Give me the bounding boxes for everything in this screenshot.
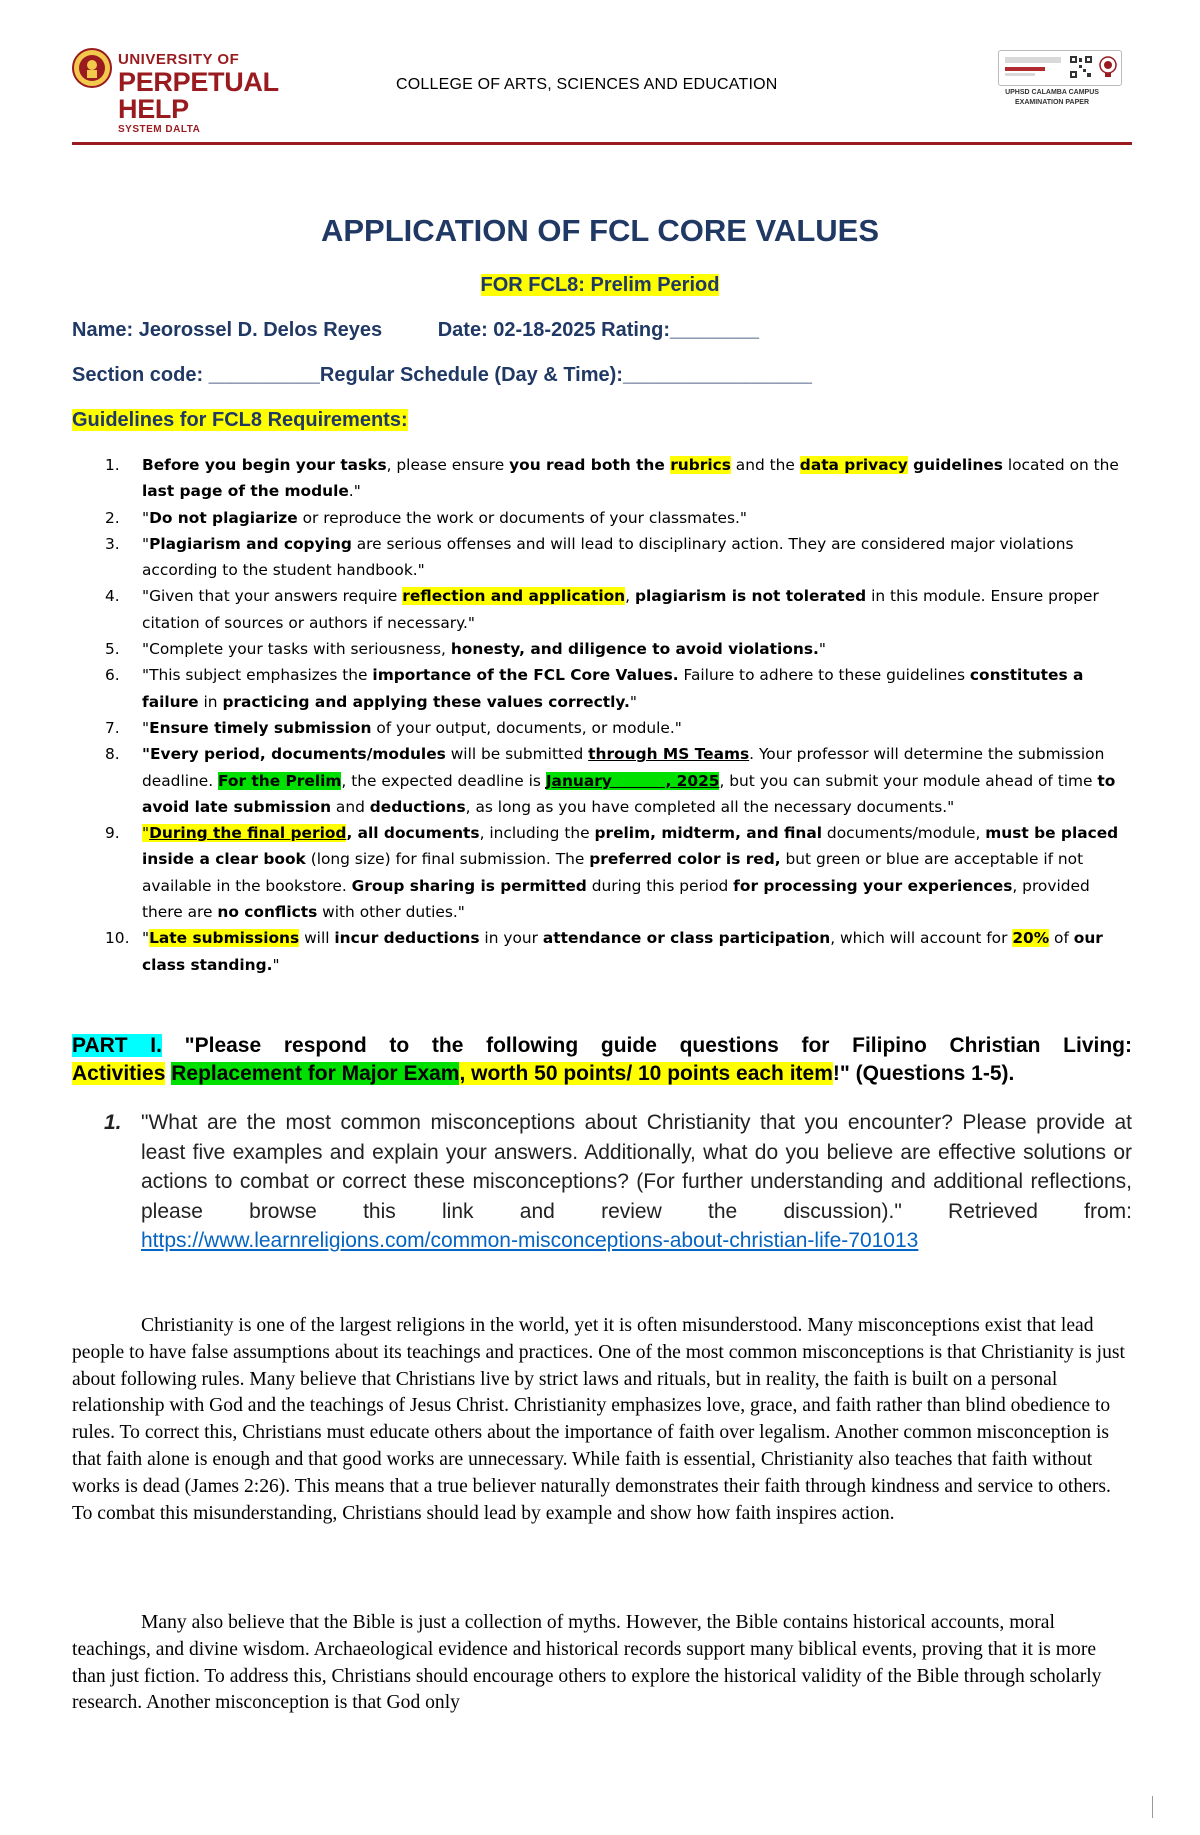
page-edge-marker <box>1152 1796 1153 1818</box>
reference-link[interactable]: https://www.learnreligions.com/common-misconceptions-about-christian-life-701013 <box>141 1229 919 1252</box>
guideline-item <box>72 583 1132 636</box>
guideline-text: for processing your experiences <box>733 876 1013 895</box>
guideline-text: " <box>272 955 280 974</box>
guideline-text: in <box>198 692 223 711</box>
guideline-text: , as long as you have completed all the necessary documents." <box>465 797 955 816</box>
question-text: "What are the most common misconceptions about Christianity that you encounter? Please provide at least five examples and explain your answers. Additionally, what do you believe are effective solutions or actions to combat or correct these misconceptions? (For further understanding and additional reflections, please browse this link and review the discussion)." Retrieved from: <box>141 1111 1132 1223</box>
certification-mark-icon <box>1003 55 1063 79</box>
guideline-text: prelim, midterm, and final <box>594 824 823 843</box>
guideline-text: and the <box>730 456 800 474</box>
guideline-number: 7. <box>105 718 120 737</box>
guideline-text: plagiarism is not tolerated <box>634 587 867 606</box>
guideline-highlight: January , 2025 <box>545 771 720 790</box>
guideline-text: Ensure timely submission <box>149 718 372 737</box>
part-1-activities: Activities <box>72 1062 166 1085</box>
guideline-text: , the expected deadline is <box>341 771 546 790</box>
guideline-highlight: " <box>142 824 150 843</box>
guideline-text: you read both the <box>509 456 671 474</box>
guideline-number: 5. <box>105 640 120 659</box>
guideline-text: in your <box>479 929 543 948</box>
guideline-text: "This subject emphasizes the <box>142 666 373 685</box>
guideline-text: Before you begin your tasks <box>142 456 387 474</box>
logo-line-3: SYSTEM DALTA <box>118 124 201 135</box>
guideline-text: last page of the module <box>142 482 349 501</box>
guideline-number: 10. <box>105 929 130 948</box>
guideline-number: 6. <box>105 666 120 685</box>
guideline-text: located on the <box>1002 456 1119 474</box>
guideline-text: must be placed inside a clear book <box>142 824 1119 869</box>
guideline-text: through MS Teams <box>588 745 750 764</box>
guideline-text: honesty, and diligence to avoid violations. <box>450 640 819 659</box>
guideline-text: , which will account for <box>830 929 1013 948</box>
guideline-text: incur deductions <box>334 929 480 948</box>
guideline-text: are serious offenses and will lead to disciplinary action. They are considered major violations according to the student handbook." <box>142 534 1074 580</box>
guideline-text: "Given that your answers require <box>142 587 403 606</box>
guideline-text: and <box>331 797 370 816</box>
guideline-text: , provided there are <box>142 876 1090 922</box>
guidelines-heading <box>72 409 408 432</box>
guideline-text: no conflicts <box>217 903 318 922</box>
guideline-text: " <box>629 692 637 711</box>
college-name: COLLEGE OF ARTS, SCIENCES AND EDUCATION <box>396 76 778 93</box>
part-1-points: , worth 50 points/ 10 points each item <box>459 1062 833 1085</box>
guideline-item <box>72 715 1132 741</box>
guideline-text: "Complete your tasks with seriousness, <box>142 640 451 659</box>
guideline-text: constitutes a failure <box>142 666 1084 711</box>
guideline-text: " <box>142 508 150 527</box>
part-1-text: "Please respond to the following guide questions for Filipino Christian Living: <box>161 1034 1132 1057</box>
guideline-text: Failure to adhere to these guidelines <box>678 666 970 685</box>
guideline-text: of your output, documents, or module." <box>371 718 682 737</box>
guideline-text: Group sharing is permitted <box>351 876 587 895</box>
guideline-text: to avoid late submission <box>142 771 1116 816</box>
guideline-item <box>72 925 1132 978</box>
guideline-text: our class standing. <box>142 929 1103 974</box>
guideline-text: ." <box>348 482 361 501</box>
guideline-number: 8. <box>105 745 120 764</box>
guideline-text: " <box>142 718 150 737</box>
part-1-questions: !" (Questions 1-5). <box>832 1062 1015 1085</box>
guideline-text: . Your professor will determine the submission deadline. <box>142 745 1105 790</box>
guideline-item <box>72 531 1132 584</box>
guideline-number: 2. <box>105 508 120 527</box>
guidelines-list <box>72 452 1132 978</box>
page-header <box>72 48 1132 140</box>
guideline-text: documents/module, <box>822 824 986 843</box>
part-1-replacement: Replacement for Major Exam <box>171 1062 460 1085</box>
part-1-label: PART I. <box>72 1034 162 1057</box>
guideline-text: guidelines <box>907 456 1003 474</box>
guideline-item <box>72 741 1132 820</box>
guideline-highlight: 20% <box>1012 929 1050 948</box>
university-seal-icon <box>72 48 112 88</box>
guideline-text: during this period <box>586 876 734 895</box>
subtitle-text: FOR FCL8: Prelim Period <box>480 274 720 296</box>
question-1 <box>72 1108 1132 1256</box>
guideline-text: " <box>142 534 150 553</box>
page-subtitle <box>0 274 1200 297</box>
guideline-number: 3. <box>105 534 120 553</box>
guideline-highlight: data privacy <box>799 456 908 474</box>
guideline-text: , but you can submit your module ahead of time <box>719 771 1098 790</box>
guideline-text: " <box>142 929 150 948</box>
question-number: 1. <box>104 1111 122 1134</box>
guideline-text: (long size) for final submission. The <box>305 850 590 869</box>
page-title: APPLICATION OF FCL CORE VALUES <box>320 213 879 248</box>
guideline-text: of <box>1049 929 1074 948</box>
guideline-text: preferred color is red, <box>589 850 781 869</box>
certification-badge <box>992 50 1132 120</box>
guideline-text: , including the <box>479 824 595 843</box>
guideline-text: in this module. Ensure proper citation of sources or authors if necessary." <box>142 587 1099 632</box>
header-divider <box>72 142 1132 145</box>
guideline-text: "Every period, documents/modules <box>142 745 446 764</box>
guideline-item <box>72 662 1132 715</box>
qr-code-icon <box>1069 55 1093 79</box>
guideline-text: deductions <box>369 797 466 816</box>
guideline-text: with other duties." <box>317 903 465 922</box>
answer-paragraph: Christianity is one of the largest religions in the world, yet it is often misunderstood. Many misconceptions exist that lead people to have false assumptions about its teachings and practices. One of the most common misconceptions is that Christianity is just about following rules. Many believe that Christians live by strict laws and rituals, but in reality, the faith is built on a personal relationship with God and the teachings of Jesus Christ. Christianity emphasizes love, grace, and faith rather than blind obedience to rules. To correct this, Christians must educate others about the importance of faith over legalism. Another common misconception is that faith alone is enough and that good works are unnecessary. While faith is essential, Christianity also teaches that faith without works is dead (James 2:26). This means that a true believer naturally demonstrates their faith through kindness and service to others. To combat this misunderstanding, Christians should lead by example and show how faith inspires action. <box>72 1315 1125 1524</box>
guideline-highlight: During the final period <box>149 824 347 843</box>
guideline-text: importance of the FCL Core Values. <box>372 666 679 685</box>
guideline-highlight: rubrics <box>670 456 731 474</box>
logo-line-2: PERPETUAL HELP <box>118 67 279 124</box>
guideline-text: will be submitted <box>445 745 589 764</box>
guideline-text: attendance or class participation <box>542 929 831 948</box>
section-info-line: Section code: __________Regular Schedule (Day & Time):_________________ <box>72 364 813 386</box>
guideline-item <box>72 820 1132 925</box>
university-logo <box>72 48 332 135</box>
guideline-number: 9. <box>105 824 120 843</box>
guideline-text: Plagiarism and copying <box>149 534 352 553</box>
guideline-text: Do not plagiarize <box>149 508 298 527</box>
guideline-highlight: Late submissions <box>149 929 300 948</box>
guideline-text: , all documents <box>346 824 480 843</box>
guideline-item <box>72 505 1132 531</box>
guideline-item <box>72 452 1132 505</box>
certification-caption-2: EXAMINATION PAPER <box>1014 99 1090 106</box>
guideline-text: , <box>625 587 635 606</box>
guidelines-heading-text: Guidelines for FCL8 Requirements: <box>72 409 408 431</box>
guideline-text: , please ensure <box>386 456 510 474</box>
campus-badge-icon <box>1099 56 1117 78</box>
guideline-text: will <box>299 929 335 948</box>
guideline-item <box>72 636 1132 662</box>
part-1-heading <box>72 1032 1132 1088</box>
guideline-highlight: For the Prelim <box>218 771 342 790</box>
logo-line-1: UNIVERSITY OF <box>118 51 240 68</box>
guideline-number: 4. <box>105 587 120 606</box>
guideline-highlight: reflection and application <box>402 587 626 606</box>
guideline-number: 1. <box>105 456 120 474</box>
guideline-text: or reproduce the work or documents of your classmates." <box>297 508 748 527</box>
answer-paragraph: Many also believe that the Bible is just a collection of myths. However, the Bible contains historical accounts, moral teachings, and divine wisdom. Archaeological evidence and historical records support many biblical events, proving that it is more than just fiction. To address this, Christians should encourage others to explore the historical validity of the Bible through scholarly research. Another misconception is that God only <box>72 1612 1102 1714</box>
guideline-text: practicing and applying these values correctly. <box>222 692 630 711</box>
certification-caption-1: UPHSD CALAMBA CAMPUS <box>1005 89 1099 96</box>
student-info-line: Name: Jeorossel D. Delos Reyes Date: 02-18-2025 Rating:________ <box>72 319 760 341</box>
guideline-text: " <box>818 640 826 659</box>
guideline-text: but green or blue are acceptable if not available in the bookstore. <box>142 850 1084 895</box>
